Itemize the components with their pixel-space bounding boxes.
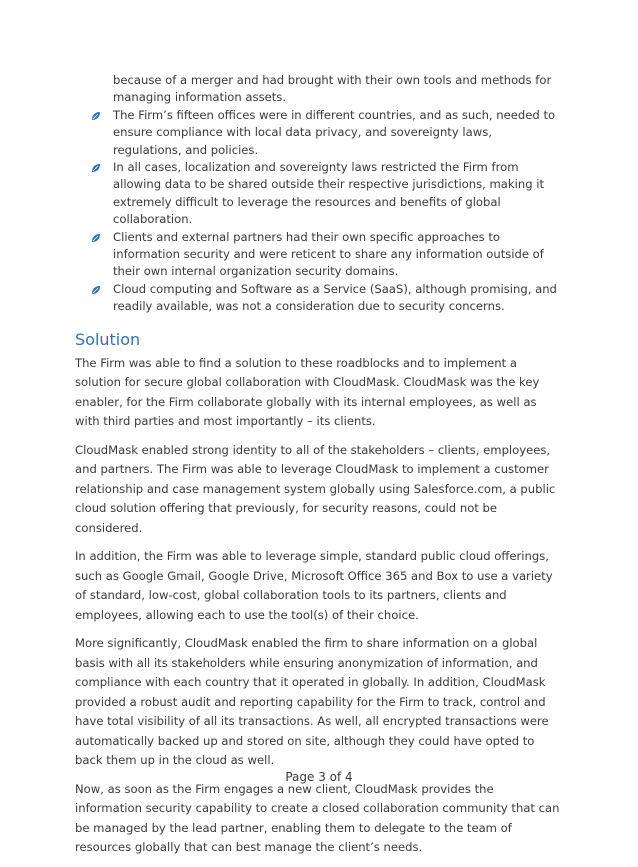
paragraph: In addition, the Firm was able to leverage simple, standard public cloud offerings, such as Google Gmail, Google Drive, Microsoft Office 365 and Box to use a variety of standard, low-cost, global collaboration tools to its partners, clients and employees, allowing each to use the tool(s) of their choice. (75, 549, 553, 622)
page-content (75, 72, 563, 867)
bullet-list (75, 107, 563, 316)
leaf-bullet-icon (91, 163, 101, 173)
bullet-text: Clients and external partners had their own specific approaches to information security and were reticent to share any information outside of their own internal organization security domains. (113, 229, 544, 279)
list-item (75, 107, 563, 159)
paragraph: Now, as soon as the Firm engages a new client, CloudMask provides the information security capability to create a closed collaboration community that can be managed by the lead partner, enabling them to delegate to the team of resources globally that can best manage the client’s needs. (75, 781, 560, 855)
section-heading: Solution (75, 329, 141, 349)
list-item (75, 281, 563, 316)
page-number-footer: Page 3 of 4 (285, 770, 353, 784)
paragraph: CloudMask enabled strong identity to all of the stakeholders – clients, employees, and partners. The Firm was able to leverage CloudMask to implement a customer relationship and case management system globally using Salesforce.com, a public cloud solution offering that previously, for security reasons, could not be considered. (75, 442, 556, 535)
paragraph: The Firm was able to find a solution to these roadblocks and to implement a solution for secure global collaboration with CloudMask. CloudMask was the key enabler, for the Firm collaborate globally with its internal employees, as well as with third parties and most importantly – its clients. (75, 355, 540, 429)
paragraph: More significantly, CloudMask enabled the firm to share information on a global basis with all its stakeholders while ensuring anonymization of information, and compliance with each country that it operated in globally. In addition, CloudMask provided a robust audit and reporting capability for the Firm to track, control and have total visibility of all its transactions. As well, all encrypted transactions were automatically backed up and stored on site, although they could have opted to back them up in the cloud as well. (75, 636, 549, 768)
bullet-continuation: because of a merger and had brought with their own tools and methods for managing information assets. (113, 73, 552, 105)
list-item (75, 229, 563, 281)
leaf-bullet-icon (91, 111, 101, 121)
bullet-text: In all cases, localization and sovereignty laws restricted the Firm from allowing data to be shared outside their respective jurisdictions, making it extremely difficult to leverage the resources and benefits of global collaboration. (113, 160, 545, 227)
list-item (75, 159, 563, 229)
bullet-text: The Firm’s fifteen offices were in different countries, and as such, needed to ensure compliance with local data privacy, and sovereignty laws, regulations, and policies. (113, 107, 556, 157)
bullet-text: Cloud computing and Software as a Service (SaaS), although promising, and readily available, was not a consideration due to security concerns. (113, 281, 557, 314)
leaf-bullet-icon (91, 285, 101, 295)
leaf-bullet-icon (91, 233, 101, 243)
